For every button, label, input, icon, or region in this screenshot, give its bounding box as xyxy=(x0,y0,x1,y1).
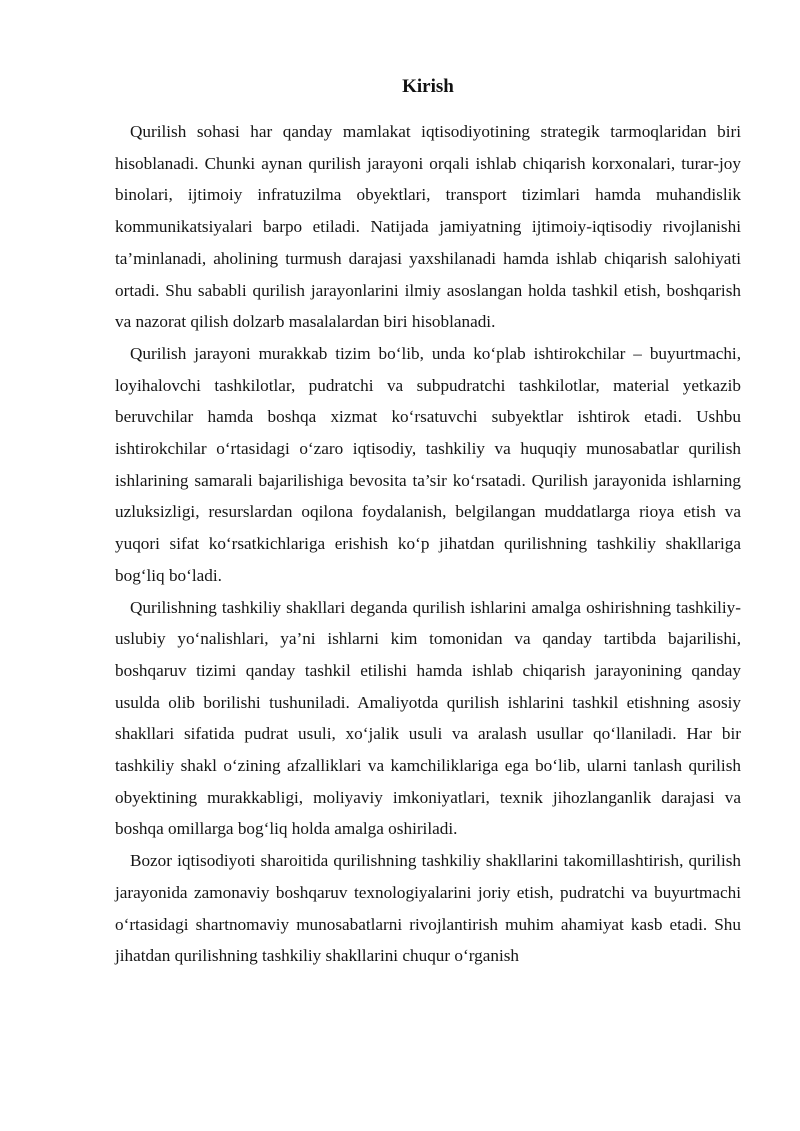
paragraph-2: Qurilish jarayoni murakkab tizim bo‘lib, unda ko‘plab ishtirokchilar – buyurtmachi, loyihalovchi tashkilotlar, pudratchi va subpudratchi tashkilotlar, material yetkazib beruvchilar hamda boshqa xizmat ko‘rsatuvchi subyektlar ishtirok etadi. Ushbu ishtirokchilar o‘rtasidagi o‘zaro iqtisodiy, tashkiliy va huquqiy munosabatlar qurilish ishlarining samarali bajarilishiga bevosita ta’sir ko‘rsatadi. Qurilish jarayonida ishlarning uzluksizligi, resurslardan oqilona foydalanish, belgilangan muddatlarga rioya etish va yuqori sifat ko‘rsatkichlariga erishish ko‘p jihatdan qurilishning tashkiliy shakllariga bog‘liq bo‘ladi. xyxy=(115,343,741,585)
document-body xyxy=(115,116,741,972)
paragraph-1: Qurilish sohasi har qanday mamlakat iqtisodiyotining strategik tarmoqlaridan biri hisoblanadi. Chunki aynan qurilish jarayoni orqali ishlab chiqarish korxonalari, turar-joy binolari, ijtimoiy infratuzilma obyektlari, transport tizimlari hamda muhandislik kommunikatsiyalari barpo etiladi. Natijada jamiyatning ijtimoiy-iqtisodiy rivojlanishi ta’minlanadi, aholining turmush darajasi yaxshilanadi hamda ishlab chiqarish salohiyati ortadi. Shu sababli qurilish jarayonlarini ilmiy asoslangan holda tashkil etish, boshqarish va nazorat qilish dolzarb masalalardan biri hisoblanadi. xyxy=(115,122,741,332)
paragraph-3: Qurilishning tashkiliy shakllari deganda qurilish ishlarini amalga oshirishning tashkiliy-uslubiy yo‘nalishlari, ya’ni ishlarni kim tomonidan va qanday tartibda bajarilishi, boshqaruv tizimi qanday tashkil etilishi hamda ishlab chiqarish jarayonining qanday usulda olib borilishi tushuniladi. Amaliyotda qurilish ishlarini tashkil etishning asosiy shakllari sifatida pudrat usuli, xo‘jalik usuli va aralash usullar qo‘llaniladi. Har bir tashkiliy shakl o‘zining afzalliklari va kamchiliklariga ega bo‘lib, ularni tanlash qurilish obyektining murakkabligi, moliyaviy imkoniyatlari, texnik jihozlanganlik darajasi va boshqa omillarga bog‘liq holda amalga oshiriladi. xyxy=(115,597,741,839)
paragraph-4: Bozor iqtisodiyoti sharoitida qurilishning tashkiliy shakllarini takomillashtirish, qurilish jarayonida zamonaviy boshqaruv texnologiyalarini joriy etish, pudratchi va buyurtmachi o‘rtasidagi shartnomaviy munosabatlarni rivojlantirish muhim ahamiyat kasb etadi. Shu jihatdan qurilishning tashkiliy shakllarini chuqur o‘rganish xyxy=(115,851,741,966)
page-title: Kirish xyxy=(402,76,454,97)
